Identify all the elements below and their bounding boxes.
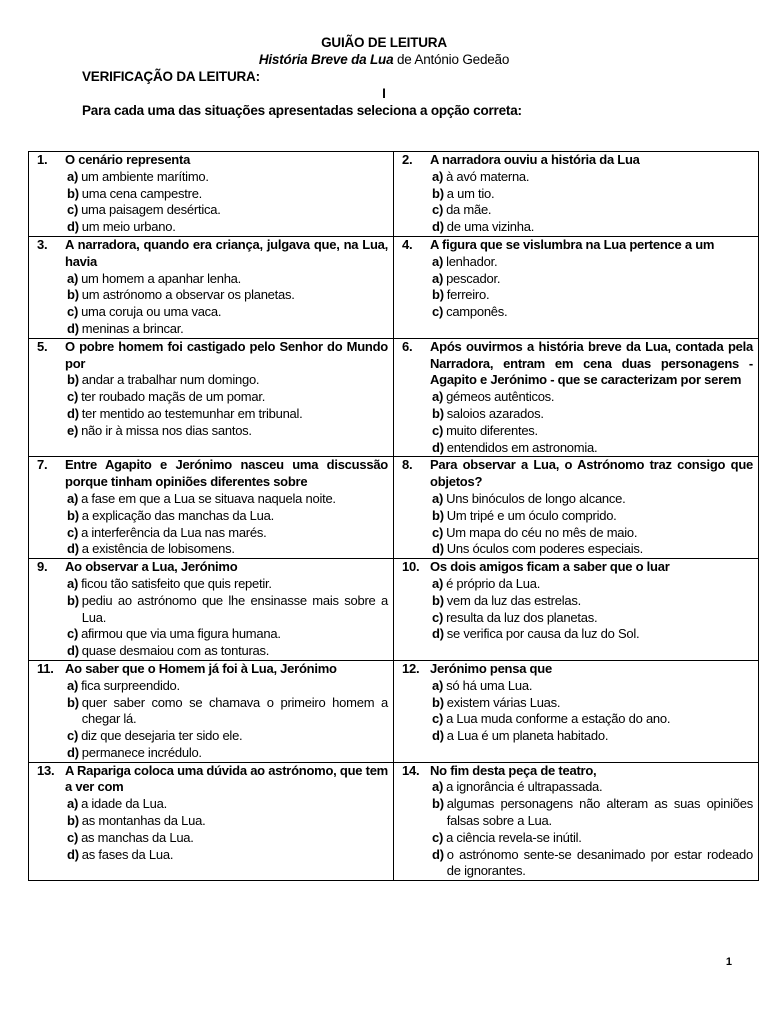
question-text: Ao saber que o Homem já foi à Lua, Jerónimo (65, 660, 337, 676)
answer-option (37, 372, 388, 389)
option-letter: a) (432, 253, 444, 269)
option-text: entendidos em astronomia. (446, 439, 598, 455)
question-number: 2. (402, 152, 413, 167)
option-letter: a) (432, 677, 444, 693)
option-text: muito diferentes. (446, 422, 538, 438)
question-cell (29, 338, 394, 457)
option-letter: b) (67, 694, 79, 710)
option-text: um astrónomo a observar os planetas. (81, 287, 295, 303)
question-number: 5. (37, 338, 48, 354)
option-letter: a) (67, 490, 79, 506)
option-text: a interferência da Lua nas marés. (81, 524, 267, 540)
answer-option (37, 643, 388, 660)
question-number: 6. (402, 338, 413, 354)
option-text: a existência de lobisomens. (81, 541, 235, 557)
answer-option (37, 796, 388, 813)
option-letter: d) (67, 219, 79, 235)
option-letter: d) (67, 405, 79, 421)
option-letter: b) (67, 287, 79, 303)
option-letter: a) (432, 779, 444, 795)
option-text: o astrónomo sente-se desanimado por estar rodeado de ignorantes. (446, 846, 753, 879)
answer-option (402, 254, 753, 271)
option-letter: b) (67, 372, 79, 388)
question-text: A figura que se vislumbra na Lua pertence a um (430, 236, 715, 252)
question-heading (402, 339, 753, 389)
table-row (29, 236, 759, 338)
answer-option (37, 541, 388, 558)
answer-option (402, 271, 753, 288)
option-letter: c) (432, 524, 444, 540)
option-letter: a) (67, 575, 79, 591)
option-letter: b) (432, 694, 444, 710)
option-letter: b) (432, 185, 444, 201)
question-cell (29, 660, 394, 762)
answer-option (402, 491, 753, 508)
question-number: 7. (37, 457, 48, 473)
option-letter: c) (67, 389, 79, 405)
question-text: O pobre homem foi castigado pelo Senhor do Mundo por (65, 338, 388, 371)
option-text: permanece incrédulo. (81, 744, 202, 760)
option-text: uma cena campestre. (81, 185, 203, 201)
question-heading (37, 339, 388, 373)
option-letter: d) (432, 846, 444, 862)
option-text: quer saber como se chamava o primeiro homem a chegar lá. (81, 694, 388, 727)
work-title: História Breve da Lua (258, 52, 394, 67)
answer-option (37, 186, 388, 203)
answer-option (37, 728, 388, 745)
option-letter: d) (432, 439, 444, 455)
option-text: meninas a brincar. (81, 320, 184, 336)
option-text: ficou tão satisfeito que quis repetir. (81, 575, 272, 591)
option-letter: c) (67, 728, 79, 744)
option-letter: b) (67, 813, 79, 829)
answer-option (37, 813, 388, 830)
option-text: saloios azarados. (446, 405, 544, 421)
option-text: lenhador. (446, 253, 498, 269)
answer-option (402, 423, 753, 440)
answer-option (37, 593, 388, 627)
question-cell (394, 762, 759, 881)
option-text: é próprio da Lua. (446, 575, 541, 591)
table-row (29, 152, 759, 237)
question-heading (402, 661, 753, 678)
answer-option (402, 576, 753, 593)
option-letter: d) (67, 320, 79, 336)
answer-option (37, 423, 388, 440)
option-text: Uns óculos com poderes especiais. (446, 541, 644, 557)
question-number: 9. (37, 559, 48, 575)
option-text: se verifica por causa da luz do Sol. (446, 626, 640, 642)
option-text: a Lua muda conforme a estação do ano. (446, 711, 671, 727)
option-letter: c) (67, 626, 79, 642)
answer-option (402, 728, 753, 745)
option-text: só há uma Lua. (446, 677, 533, 693)
option-text: pediu ao astrónomo que lhe ensinasse mais sobre a Lua. (81, 592, 388, 625)
option-letter: c) (432, 829, 444, 845)
option-letter: b) (432, 405, 444, 421)
answer-option (37, 304, 388, 321)
answer-option (402, 695, 753, 712)
answer-option (37, 491, 388, 508)
question-text: Após ouvirmos a história breve da Lua, contada pela Narradora, entram em cena duas personagens - Agapito e Jerónimo - que se caracterizam por serem (430, 338, 753, 388)
question-cell (394, 152, 759, 237)
question-cell (394, 457, 759, 559)
question-heading (402, 152, 753, 169)
answer-option (37, 626, 388, 643)
table-row (29, 762, 759, 881)
answer-option (37, 525, 388, 542)
answer-option (402, 525, 753, 542)
option-text: uma paisagem desértica. (81, 202, 221, 218)
answer-option (402, 219, 753, 236)
page-subtitle (0, 52, 768, 67)
question-cell (394, 338, 759, 457)
answer-option (402, 796, 753, 830)
option-letter: c) (67, 304, 79, 320)
question-heading (37, 237, 388, 271)
answer-option (37, 830, 388, 847)
answer-option (402, 169, 753, 186)
question-cell (29, 457, 394, 559)
answer-option (402, 186, 753, 203)
question-heading (37, 152, 388, 169)
option-text: um homem a apanhar lenha. (81, 270, 242, 286)
option-letter: c) (432, 202, 444, 218)
question-text: Entre Agapito e Jerónimo nasceu uma discussão porque tinham opiniões diferentes sobre (65, 457, 388, 490)
answer-option (37, 745, 388, 762)
option-letter: b) (67, 592, 79, 608)
question-text: Para observar a Lua, o Astrónomo traz consigo que objetos? (430, 457, 753, 490)
option-text: da mãe. (446, 202, 492, 218)
option-letter: a) (432, 270, 444, 286)
option-text: camponês. (446, 304, 508, 320)
option-letter: d) (67, 541, 79, 557)
option-letter: a) (432, 490, 444, 506)
option-text: existem várias Luas. (446, 694, 561, 710)
option-text: as manchas da Lua. (81, 829, 194, 845)
answer-option (402, 389, 753, 406)
option-letter: c) (67, 202, 79, 218)
page-title: GUIÃO DE LEITURA (321, 35, 447, 50)
answer-option (402, 593, 753, 610)
option-text: Um tripé e um óculo comprido. (446, 507, 617, 523)
option-letter: c) (67, 524, 79, 540)
option-letter: d) (432, 219, 444, 235)
option-letter: b) (432, 796, 444, 812)
answer-option (402, 847, 753, 881)
question-heading (37, 559, 388, 576)
questions-table (28, 151, 759, 881)
question-heading (402, 457, 753, 491)
section-number: I (382, 86, 386, 101)
option-text: a idade da Lua. (81, 796, 167, 812)
question-heading (402, 763, 753, 780)
option-letter: b) (432, 507, 444, 523)
question-cell (394, 660, 759, 762)
option-text: a ciência revela-se inútil. (446, 829, 582, 845)
option-letter: b) (67, 185, 79, 201)
option-text: ferreiro. (446, 287, 490, 303)
option-text: vem da luz das estrelas. (446, 592, 581, 608)
option-text: a fase em que a Lua se situava naquela noite. (81, 490, 336, 506)
question-cell (29, 152, 394, 237)
option-letter: e) (67, 422, 79, 438)
option-text: a Lua é um planeta habitado. (446, 728, 609, 744)
option-letter: d) (432, 626, 444, 642)
answer-option (37, 287, 388, 304)
option-letter: b) (432, 287, 444, 303)
question-number: 1. (37, 152, 48, 167)
answer-option (402, 287, 753, 304)
option-letter: a) (67, 796, 79, 812)
option-text: quase desmaiou com as tonturas. (81, 643, 270, 659)
answer-option (402, 779, 753, 796)
answer-option (402, 202, 753, 219)
option-text: fica surpreendido. (81, 677, 180, 693)
option-text: diz que desejaria ter sido ele. (81, 728, 243, 744)
option-text: as fases da Lua. (81, 846, 174, 862)
question-number: 8. (402, 457, 413, 473)
option-text: pescador. (446, 270, 501, 286)
option-letter: a) (432, 389, 444, 405)
question-heading (37, 661, 388, 678)
table-row (29, 457, 759, 559)
answer-option (37, 847, 388, 864)
answer-option (37, 271, 388, 288)
instruction-text: Para cada uma das situações apresentadas seleciona a opção correta: (82, 103, 522, 118)
option-letter: d) (432, 728, 444, 744)
question-heading (37, 457, 388, 491)
answer-option (37, 695, 388, 729)
question-text: A narradora, quando era criança, julgava que, na Lua, havia (65, 236, 388, 269)
question-text: A Rapariga coloca uma dúvida ao astrónomo, que tem a ver com (65, 762, 388, 795)
option-text: a um tio. (446, 185, 495, 201)
option-text: andar a trabalhar num domingo. (81, 372, 260, 388)
answer-option (37, 406, 388, 423)
option-letter: a) (67, 168, 79, 184)
question-text: No fim desta peça de teatro, (430, 762, 597, 778)
option-text: Uns binóculos de longo alcance. (446, 490, 626, 506)
option-letter: a) (432, 575, 444, 591)
option-text: ter mentido ao testemunhar em tribunal. (81, 405, 303, 421)
question-text: Ao observar a Lua, Jerónimo (65, 559, 238, 575)
question-cell (394, 559, 759, 661)
option-text: resulta da luz dos planetas. (446, 609, 598, 625)
answer-option (37, 576, 388, 593)
answer-option (37, 678, 388, 695)
question-number: 14. (402, 762, 420, 778)
option-letter: a) (67, 270, 79, 286)
question-text: O cenário representa (65, 152, 191, 167)
option-letter: c) (432, 711, 444, 727)
option-letter: c) (432, 609, 444, 625)
question-heading (402, 237, 753, 254)
question-cell (394, 236, 759, 338)
option-letter: b) (432, 592, 444, 608)
question-cell (29, 236, 394, 338)
author-line: de António Gedeão (393, 52, 510, 67)
answer-option (402, 406, 753, 423)
option-letter: d) (67, 744, 79, 760)
question-text: Os dois amigos ficam a saber que o luar (430, 559, 670, 575)
option-text: uma coruja ou uma vaca. (81, 304, 222, 320)
question-number: 3. (37, 236, 48, 252)
option-text: a explicação das manchas da Lua. (81, 507, 274, 523)
option-letter: c) (67, 829, 79, 845)
option-letter: b) (67, 507, 79, 523)
question-text: A narradora ouviu a história da Lua (430, 152, 640, 167)
answer-option (402, 440, 753, 457)
answer-option (37, 219, 388, 236)
option-text: afirmou que via uma figura humana. (81, 626, 281, 642)
answer-option (37, 508, 388, 525)
answer-option (402, 626, 753, 643)
answer-option (402, 541, 753, 558)
answer-option (37, 389, 388, 406)
section-heading: VERIFICAÇÃO DA LEITURA: (82, 69, 260, 84)
table-row (29, 660, 759, 762)
option-text: ter roubado maçãs de um pomar. (81, 389, 266, 405)
table-row (29, 338, 759, 457)
question-heading (37, 763, 388, 797)
question-cell (29, 559, 394, 661)
option-letter: d) (67, 643, 79, 659)
option-text: não ir à missa nos dias santos. (81, 422, 252, 438)
option-text: de uma vizinha. (446, 219, 535, 235)
table-row (29, 559, 759, 661)
option-letter: c) (432, 304, 444, 320)
option-letter: d) (67, 846, 79, 862)
question-number: 12. (402, 660, 420, 676)
question-number: 10. (402, 559, 420, 575)
option-text: Um mapa do céu no mês de maio. (446, 524, 638, 540)
answer-option (402, 830, 753, 847)
option-letter: c) (432, 422, 444, 438)
page-number: 1 (725, 956, 732, 968)
question-cell (29, 762, 394, 881)
answer-option (402, 711, 753, 728)
option-text: um meio urbano. (81, 219, 176, 235)
answer-option (37, 169, 388, 186)
option-text: algumas personagens não alteram as suas opiniões falsas sobre a Lua. (446, 796, 753, 829)
question-heading (402, 559, 753, 576)
question-number: 13. (37, 762, 55, 778)
option-text: um ambiente marítimo. (81, 168, 209, 184)
answer-option (402, 508, 753, 525)
option-letter: d) (432, 541, 444, 557)
option-text: as montanhas da Lua. (81, 813, 206, 829)
answer-option (402, 678, 753, 695)
option-letter: a) (432, 168, 444, 184)
answer-option (37, 202, 388, 219)
option-text: a ignorância é ultrapassada. (446, 779, 603, 795)
answer-option (402, 610, 753, 627)
option-text: gémeos autênticos. (446, 389, 555, 405)
question-number: 4. (402, 236, 413, 252)
option-text: à avó materna. (446, 168, 530, 184)
answer-option (402, 304, 753, 321)
answer-option (37, 321, 388, 338)
question-number: 11. (37, 660, 54, 676)
question-text: Jerónimo pensa que (430, 660, 552, 676)
option-letter: a) (67, 677, 79, 693)
